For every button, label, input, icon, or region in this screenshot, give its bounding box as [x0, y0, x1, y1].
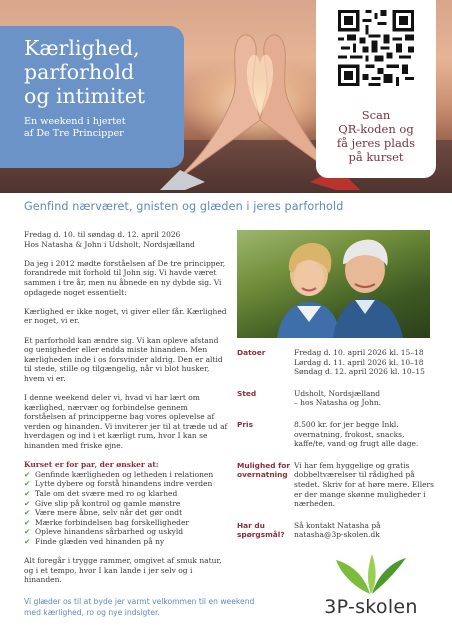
checklist-item-text: Finde glæden ved hinanden på ny	[35, 537, 165, 546]
check-icon: ✔	[24, 537, 31, 546]
info-value	[294, 348, 437, 377]
intro-place: Hos Natasha & John i Udsholt, Nordsjælland	[24, 239, 195, 249]
place-line: Udsholt, Nordsjælland	[294, 388, 381, 398]
checklist-item	[24, 499, 229, 509]
info-value	[294, 521, 437, 540]
info-value: Vi har fem hyggelige og gratis dobbeltværelser til rådighed på stedet. Skriv for at høre mere. Ellers er der mange skønne muligheder i nærheden.	[294, 460, 434, 509]
info-label: Datoer	[237, 348, 266, 357]
paragraph: Kærlighed er ikke noget, vi giver eller får. Kærlighed er noget, vi er.	[24, 306, 227, 326]
info-row-stay	[237, 461, 437, 509]
subtitle	[24, 116, 174, 140]
paragraph: Da jeg i 2012 mødte forståelsen af De tre principper, forandrede mit forhold til John sig. Vi havde været sammen i tre år, men nu åbnede en ny dybde sig. Vi opdagede noget essentielt:	[24, 258, 226, 297]
contact-email[interactable]: natasha@3p-skolen.dk	[294, 530, 380, 540]
check-icon: ✔	[24, 479, 31, 489]
checklist-lead: Kurset er for par, der ønsker at:	[24, 460, 159, 470]
brand-logo	[306, 554, 436, 620]
title-line-1: Kærlighed,	[24, 36, 140, 60]
date-line: Søndag d. 12. april 2026 kl. 10–15	[294, 367, 425, 377]
checklist-item	[24, 489, 229, 499]
qr-caption-line: Scan	[361, 108, 391, 122]
title-line-3: og intimitet	[24, 84, 146, 108]
subtitle-line-2: af De Tre Principper	[24, 128, 124, 139]
info-table	[237, 348, 437, 552]
date-line: Fredag d. 10. april 2026 kl. 15–18	[294, 348, 424, 357]
info-row-price	[237, 420, 437, 449]
checklist-item	[24, 470, 229, 480]
paragraph: I denne weekend deler vi, hvad vi har lært om kærlighed, nærvær og forbindelse gennem forståelsen af principperne bag vores oplevelse af verden og hinanden. Vi inviterer jer til at træde ud af hverdagen og ind i et kærligt rum, hvor I kan se hinanden med friske øjne.	[24, 393, 228, 451]
check-icon: ✔	[24, 498, 31, 508]
checklist-item	[24, 508, 229, 518]
subtitle-line-1: En weekend i hjertet	[24, 116, 126, 127]
info-value	[294, 389, 437, 408]
check-icon: ✔	[24, 517, 31, 527]
couple-illustration	[237, 230, 430, 338]
qr-panel	[316, 0, 436, 178]
checklist-item-text: Mærke forbindelsen bag forskelligheder	[35, 517, 189, 527]
check-icon: ✔	[24, 508, 31, 518]
qr-code[interactable]	[338, 10, 414, 86]
body-text	[24, 230, 229, 595]
info-label: Har du spørgsmål?	[237, 520, 285, 540]
logo-text: 3P-skolen	[324, 596, 418, 618]
checklist-item	[24, 527, 229, 537]
info-row-contact	[237, 521, 437, 540]
checklist-item	[24, 537, 229, 547]
place-line: – hos Natasha og John.	[294, 398, 382, 408]
info-label: Pris	[237, 419, 253, 429]
checklist-item-text: Give slip på kontrol og gamle mønstre	[35, 498, 181, 508]
qr-caption-line: få jeres plads	[336, 136, 416, 150]
leaf-logo-icon	[306, 554, 436, 598]
info-label: Sted	[237, 388, 257, 398]
info-label: Mulighed for overnatning	[237, 460, 291, 480]
qr-caption-line: QR-koden og	[338, 122, 414, 136]
headline: Genfind nærværet, gnisten og glæden i jeres parforhold	[24, 200, 344, 213]
intro-date: Fredag d. 10. til søndag d. 12. april 2026	[24, 230, 181, 239]
date-line: Lørdag d. 11. april 2026 kl. 10–18	[294, 357, 424, 367]
couple-photo	[237, 230, 430, 338]
check-icon: ✔	[24, 469, 31, 479]
checklist	[24, 470, 229, 547]
page-title	[24, 36, 174, 108]
checklist-item-text: Lytte dybere og forstå hinandens indre verden	[35, 479, 213, 489]
check-icon: ✔	[24, 489, 31, 499]
info-value: 8.500 kr. for jer begge Inkl. overnatning, frokost, snacks, kaffe/te, vand og frugt alle dage.	[294, 419, 419, 449]
footer-note: Vi glæder os til at byde jer varmt velkommen til en weekend med kærlighed, ro og nye indsigter.	[24, 597, 255, 617]
checklist-item	[24, 479, 229, 489]
qr-caption-line: på kurset	[348, 150, 404, 164]
info-row-place	[237, 389, 437, 408]
qr-caption	[326, 108, 426, 164]
checklist-item	[24, 518, 229, 528]
hero-banner	[0, 0, 452, 193]
checklist-item-text: Tale om det svære med ro og klarhed	[35, 489, 178, 499]
closing-paragraph: Alt foregår i trygge rammer, omgivet af smuk natur, og i et tempo, hvor I kan lande i jer selv og i hinanden.	[24, 556, 222, 585]
checklist-item-text: Genfinde kærligheden og letheden i relationen	[35, 469, 214, 479]
intro	[24, 230, 229, 249]
check-icon: ✔	[24, 527, 31, 537]
paragraph: Et parforhold kan ændre sig. Vi kan opleve afstand og uenigheder eller endda miste hinanden. Men kærligheden inde i os forsvinder aldrig. Den er altid til stede, stille og tilgængelig, når vi blot husker, hvem vi er.	[24, 335, 223, 383]
info-row-dates	[237, 348, 437, 377]
title-line-2: parforhold	[24, 60, 135, 84]
contact-line: Så kontakt Natasha på	[294, 520, 381, 530]
checklist-item-text: Opleve hinandens sårbarhed og uskyld	[35, 527, 184, 537]
checklist-item-text: Være mere åbne, selv når det gør ondt	[35, 508, 183, 518]
title-box	[0, 26, 184, 168]
